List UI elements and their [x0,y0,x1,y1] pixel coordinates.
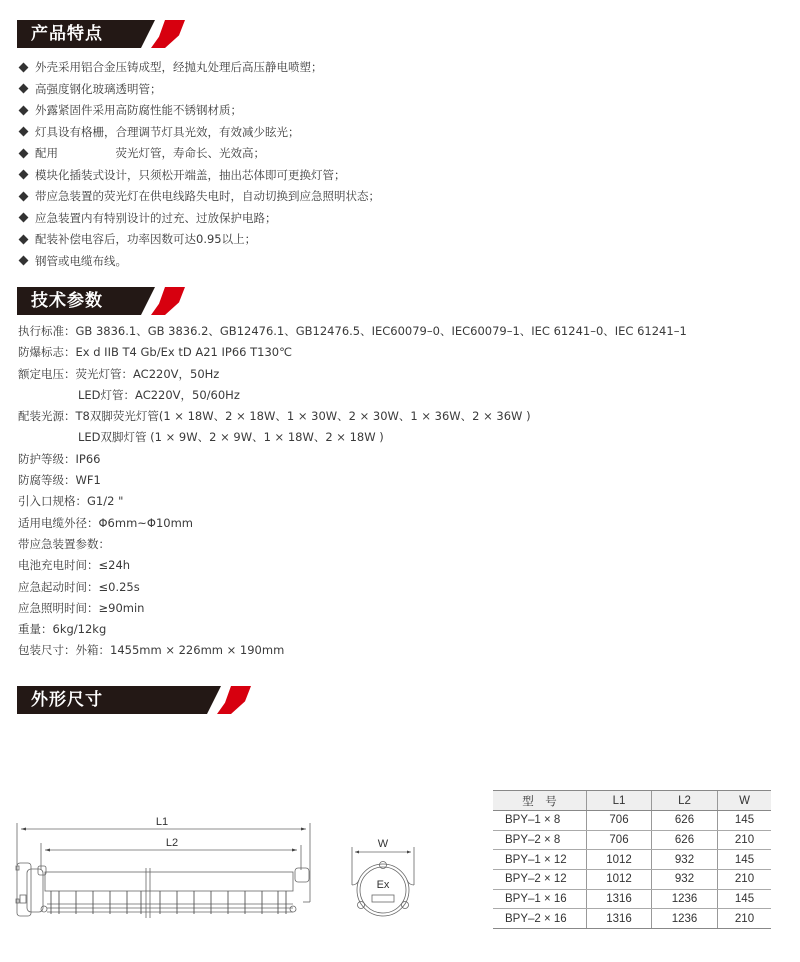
diamond-bullet-icon [19,148,29,158]
list-item: 外壳采用铝合金压铸成型，经抛丸处理后高压静电喷塑； [18,57,380,79]
spec-row: 电池充电时间：≤24h [18,558,131,573]
diamond-bullet-icon [19,84,29,94]
column-header-model: 型 号 [493,791,587,811]
spec-row: 配装光源：T8双脚荧光灯管(1 × 18W、2 × 18W、1 × 30W、2 × 30W、1 × 36W、2 × 36W ) [18,409,531,424]
list-item: 应急装置内有特别设计的过充、过放保护电路； [18,208,380,230]
luminaire-side-view-drawing [0,790,330,940]
dimensions-table [493,790,771,929]
list-item: 高强度钢化玻璃透明管； [18,79,380,101]
table-row: BPY–1 × 8 706 626 145 [493,811,771,831]
section-header-dimensions [17,686,249,714]
diamond-bullet-icon [19,127,29,137]
spec-row: 应急照明时间：≥90min [18,600,145,615]
column-header-l1: L1 [587,791,652,811]
diamond-bullet-icon [19,191,29,201]
section-header-features [17,20,187,48]
spec-row: 防护等级：IP66 [18,451,101,466]
diamond-bullet-icon [19,170,29,180]
section-title: 产品特点 [31,24,103,44]
feature-list [18,57,380,272]
dimension-label-w: W [377,838,389,850]
table-header-row [493,791,771,811]
spec-row: 包装尺寸：外箱：1455mm × 226mm × 190mm [18,643,285,658]
diamond-bullet-icon [19,234,29,244]
column-header-l2: L2 [652,791,718,811]
spec-row: 应急起动时间：≤0.25s [18,579,140,594]
spec-row: LED双脚灯管 (1 × 9W、2 × 9W、1 × 18W、2 × 18W ) [78,430,384,445]
table-row: BPY–2 × 12 1012 932 210 [493,870,771,890]
spec-row: 防爆标志：Ex d IIB T4 Gb/Ex tD A21 IP66 T130℃ [18,345,293,360]
spec-row: 重量：6kg/12kg [18,622,107,637]
table-row: BPY–1 × 16 1316 1236 145 [493,889,771,909]
spec-row: 执行标准：GB 3836.1、GB 3836.2、GB12476.1、GB12476.5、IEC60079–0、IEC60079–1、IEC 61241–0、IEC 61241–1 [18,324,687,338]
section-title: 技术参数 [31,291,103,311]
spec-row: 带应急装置参数： [18,536,110,551]
dimension-label-l2: L2 [165,837,179,849]
list-item: 钢管或电缆布线。 [18,251,380,273]
list-item: 带应急装置的荧光灯在供电线路失电时，自动切换到应急照明状态； [18,186,380,208]
list-item: 外露紧固件采用高防腐性能不锈钢材质； [18,100,380,122]
diamond-bullet-icon [19,256,29,266]
table-row: BPY–1 × 12 1012 932 145 [493,850,771,870]
spec-row: 适用电缆外径：Φ6mm~Φ10mm [18,515,193,530]
diamond-bullet-icon [19,213,29,223]
section-header-specs [17,287,187,315]
list-item: 模块化插装式设计，只须松开端盖，抽出芯体即可更换灯管； [18,165,380,187]
table-row: BPY–2 × 8 706 626 210 [493,830,771,850]
header-red-accent [151,287,185,315]
dimension-label-l1: L1 [155,816,169,828]
spec-list [18,321,687,662]
header-red-accent [217,686,251,714]
spec-row: 额定电压：荧光灯管：AC220V，50Hz [18,366,220,381]
header-red-accent [151,20,185,48]
section-title: 外形尺寸 [31,690,103,710]
diamond-bullet-icon [19,62,29,72]
spec-row: LED灯管：AC220V，50/60Hz [78,387,240,402]
list-item: 灯具设有格栅，合理调节灯具光效，有效减少眩光； [18,122,380,144]
list-item: 配装补偿电容后，功率因数可达0.95以上； [18,229,380,251]
spec-row: 防腐等级：WF1 [18,473,101,488]
column-header-w: W [718,791,772,811]
diamond-bullet-icon [19,105,29,115]
table-row: BPY–2 × 16 1316 1236 210 [493,909,771,929]
list-item: 配用 荧光灯管，寿命长、光效高； [18,143,380,165]
ex-mark-label: Ex [376,879,390,891]
luminaire-end-view-drawing [340,825,430,930]
spec-row: 引入口规格：G1/2 " [18,494,124,509]
